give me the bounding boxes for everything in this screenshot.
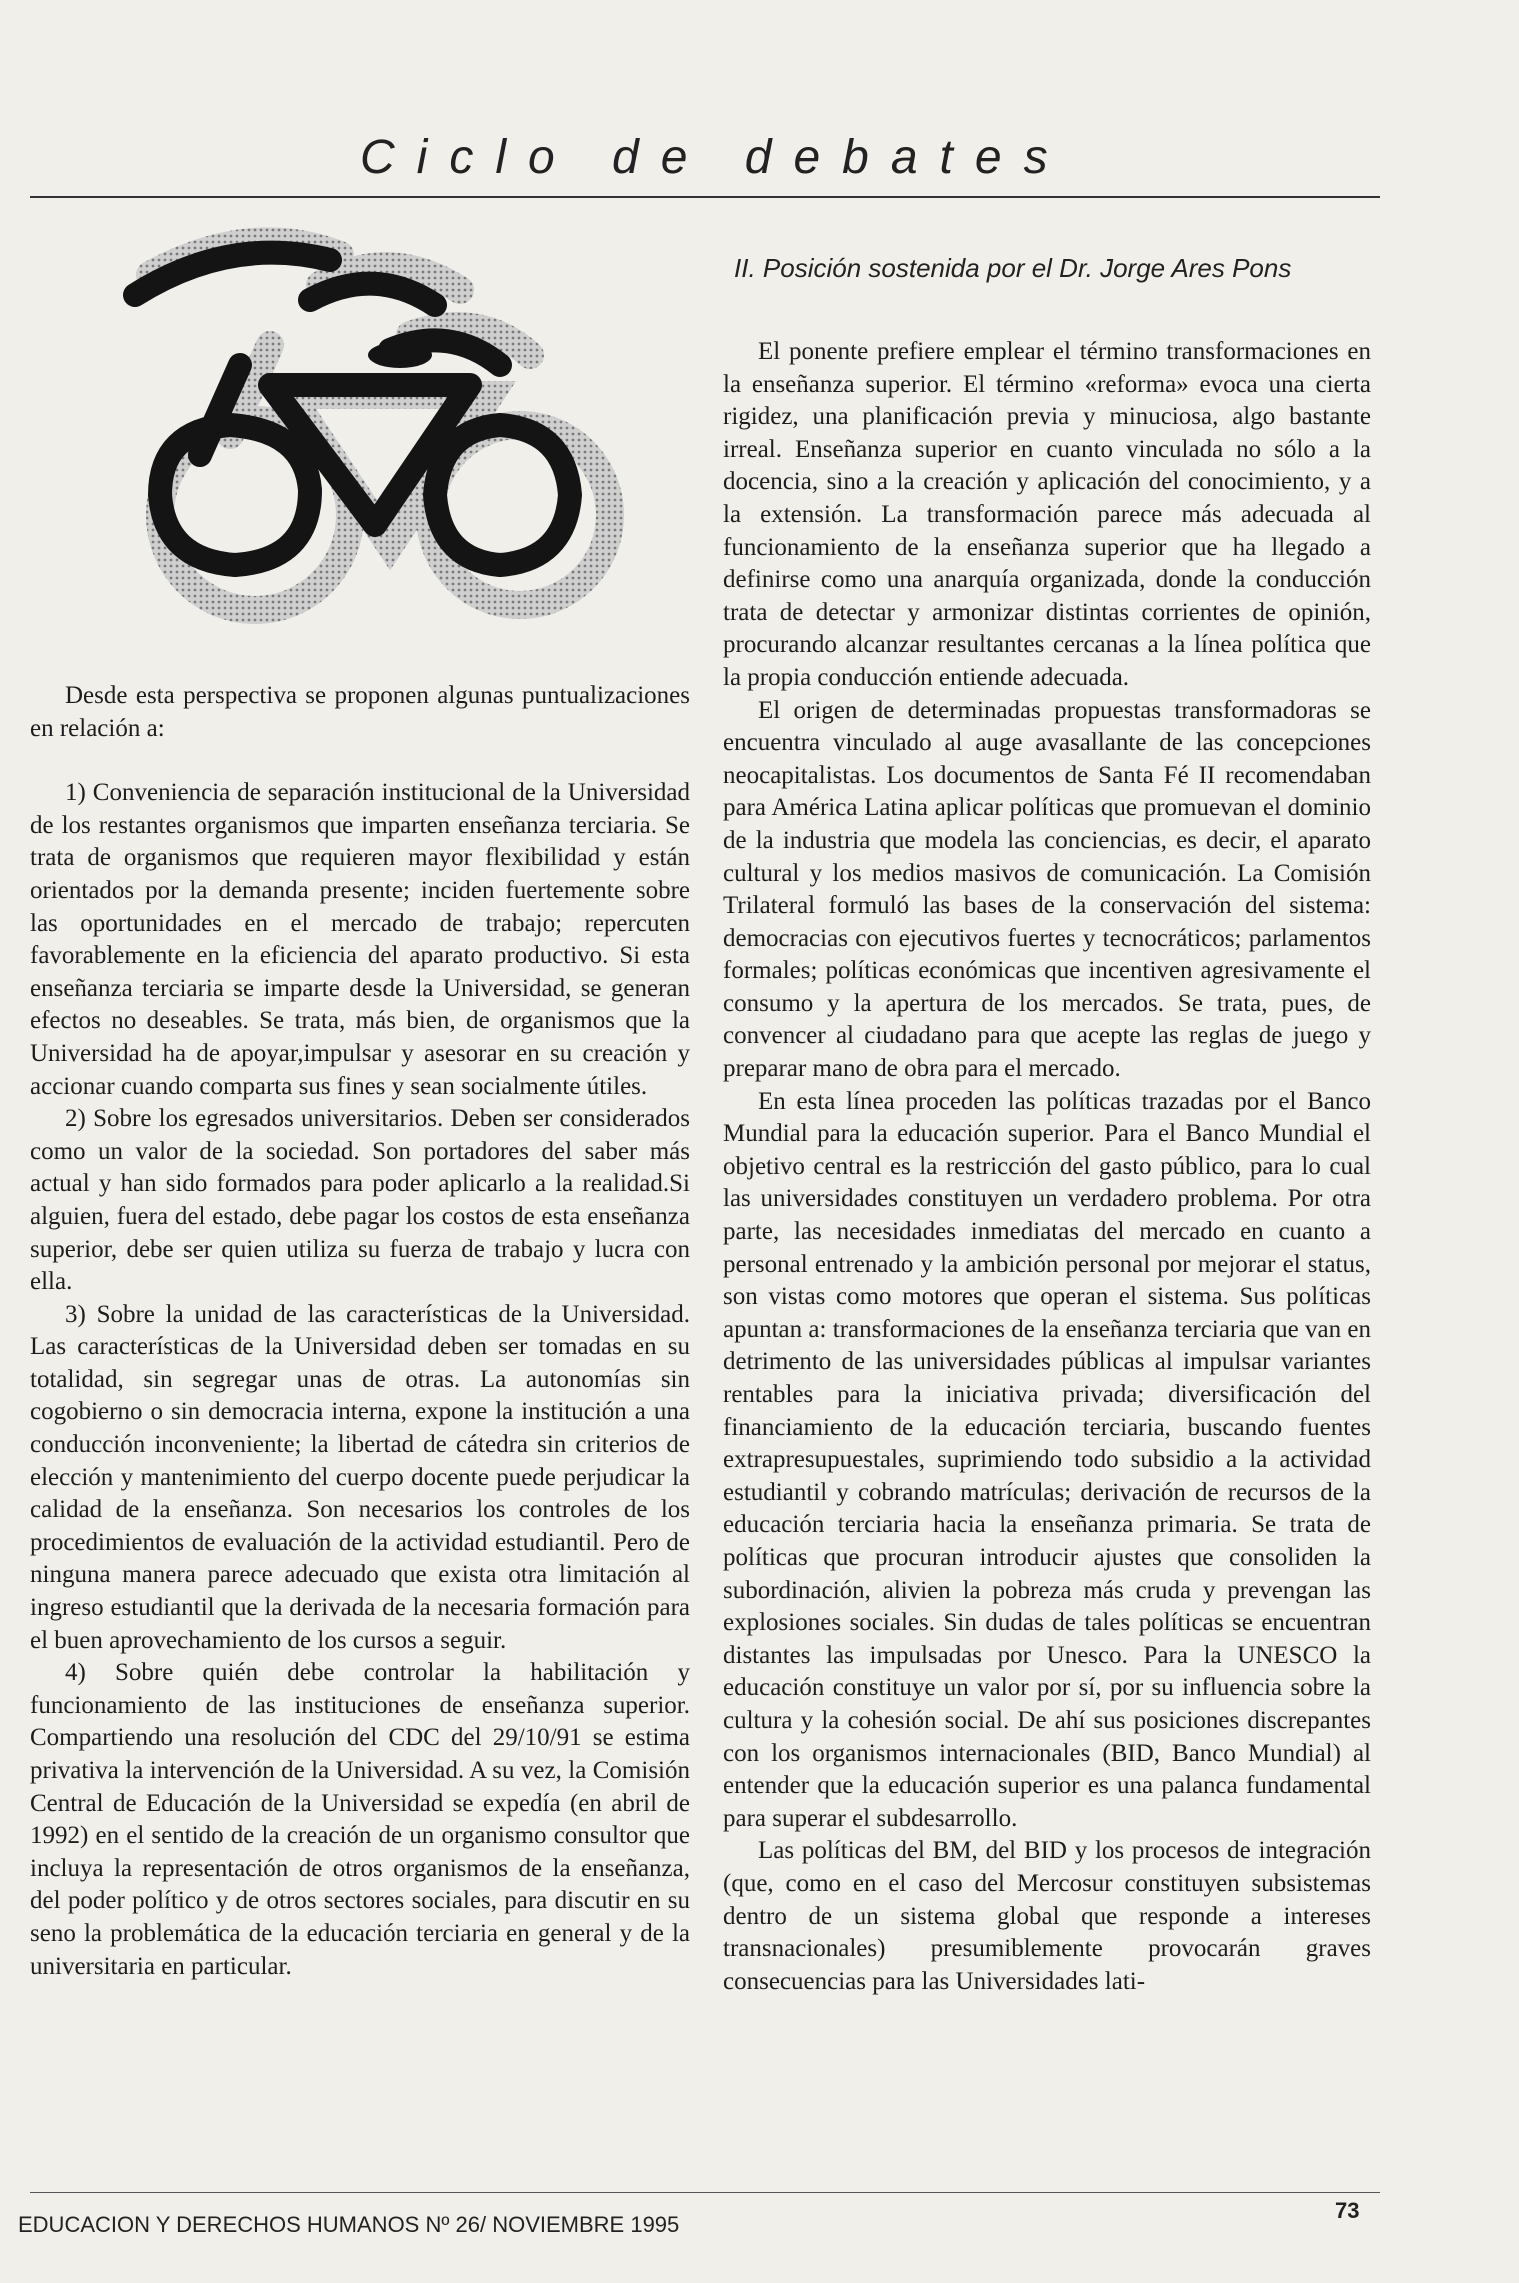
header-rule (30, 196, 1380, 198)
body-paragraph: 4) Sobre quién debe controlar la habilitación y funcionamiento de las instituciones de enseñanza superior. Compartiendo una resolución del CDC del 29/10/91 se estima privativa la intervención de la Universidad. A su vez, la Comisión Central de Educación de la Universidad se expedía (en abril de 1992) en el sentido de la creación de un organismo consultor que incluya la representación de otros organismos de la enseñanza, del poder político y de otros sectores sociales, para discutir en su seno la problemática de la educación terciaria en general y de la universitaria en particular. (30, 1659, 690, 1980)
body-paragraph: El ponente prefiere emplear el término transformaciones en la enseñanza superior. El término «reforma» evoca una cierta rigidez, una planificación previa y minuciosa, algo bastante irreal. Enseñanza superior en cuanto vinculada no sólo a la docencia, sino a la creación y aplicación del conocimiento, y a la extensión. La transformación parece más adecuada al funcionamiento de la enseñanza superior que ha llegado a definirse como una anarquía organizada, donde la conducción trata de detectar y armonizar distintas corrientes de opinión, procurando alcanzar resultantes cercanas a la línea política que la propia conducción entiende adecuada. (723, 338, 1371, 691)
footer-rule (30, 2192, 1380, 2193)
body-paragraph: 3) Sobre la unidad de las características de la Universidad. Las características de la Universidad deben ser tomadas en su totalidad, sin segregar unas de otras. La autonomías sin cogobierno o sin democracia interna, expone la institución a una conducción inconveniente; la libertad de cátedra sin criterios de elección y mantenimiento del cuerpo docente puede perjudicar la calidad de la enseñanza. Son necesarios los controles de los procedimientos de evaluación de la actividad estudiantil. Pero de ninguna manera parece adecuado que exista otra limitación al ingreso estudiantil que la derivada de la necesaria formación para el buen aprovechamiento de los cursos a seguir. (30, 1300, 690, 1654)
body-paragraph: El origen de determinadas propuestas transformadoras se encuentra vinculado al auge avasallante de las concepciones neocapitalistas. Los documentos de Santa Fé II recomendaban para América Latina aplicar políticas que promuevan el dominio de la industria que modela las conciencias, es decir, el aparato cultural y los medios masivos de comunicación. La Comisión Trilateral formuló las bases de la conservación del sistema: democracias con ejecutivos fuertes y tecnocráticos; parlamentos formales; políticas económicas que incentiven agresivamente el consumo y la apertura de los mercados. Se trata, pues, de convencer al ciudadano para que acepte las reglas de juego y preparar mano de obra para el mercado. (723, 696, 1371, 1083)
cyclist-illustration (90, 215, 670, 645)
cyclist-head (368, 342, 432, 368)
section-heading: II. Posición sostenida por el Dr. Jorge Ares Pons (734, 253, 1292, 283)
footer-publication: EDUCACION Y DERECHOS HUMANOS Nº 26/ NOVIEMBRE 1995 (18, 2212, 680, 2237)
page-number: 73 (1335, 2198, 1360, 2223)
header-title: Ciclo de debates (360, 131, 1070, 184)
body-paragraph: En esta línea proceden las políticas trazadas por el Banco Mundial para la educación superior. Para el Banco Mundial el objetivo central es la restricción del gasto público, para lo cual las universidades constituyen un verdadero problema. Por otra parte, las necesidades inmediatas del mercado en cuanto a personal entrenado y la ambición personal por mejorar el status, son vistas como motores que operan el sistema. Sus políticas apuntan a: transformaciones de la enseñanza terciaria que van en detrimento de las universidades públicas al impulsar variantes rentables para la iniciativa privada; diversificación del financiamiento de la educación terciaria, buscando fuentes extrapresupuestales, suprimiendo todo subsidio a la actividad estudiantil y cobrando matrículas; derivación de recursos de la educación terciaria hacia la enseñanza primaria. Se trata de políticas que procuran introducir ajustes que consoliden la subordinación, alivien la pobreza más cruda y prevengan las explosiones sociales. Sin dudas de tales políticas se encuentran distantes las impulsadas por Unesco. Para la UNESCO la educación constituye un valor por sí, por su influencia sobre la cultura y la cohesión social. De ahí sus posiciones discrepantes con los organismos internacionales (BID, Banco Mundial) al entender que la educación superior es una palanca fundamental para superar el subdesarrollo. (723, 1087, 1371, 1832)
left-column (30, 680, 690, 1983)
body-paragraph: 1) Conveniencia de separación institucional de la Universidad de los restantes organismos que imparten enseñanza terciaria. Se trata de organismos que requieren mayor flexibilidad y están orientados por la demanda presente; inciden fuertemente sobre las oportunidades en el mercado de trabajo; repercuten favorablemente en la eficiencia del aparato productivo. Si esta enseñanza terciaria se imparte desde la Universidad, se generan efectos no deseables. Se trata, más bien, de organismos que la Universidad ha de apoyar,impulsar y asesorar en su creación y accionar cuando comparta sus fines y sean socialmente útiles. (30, 779, 690, 1100)
body-paragraph: Las políticas del BM, del BID y los procesos de integración (que, como en el caso del Mercosur constituyen subsistemas dentro de un sistema global que responde a intereses transnacionales) presumiblemente provocarán graves consecuencias para las Universidades lati- (723, 1837, 1371, 1995)
right-column (723, 336, 1371, 1998)
intro-paragraph: Desde esta perspectiva se proponen algunas puntualizaciones en relación a: (30, 682, 690, 742)
body-paragraph: 2) Sobre los egresados universitarios. Deben ser considerados como un valor de la sociedad. Son portadores del saber más actual y han sido formados para poder aplicarlo a la realidad.Si alguien, fuera del estado, debe pagar los costos de esta enseñanza superior, debe ser quien utiliza su fuerza de trabajo y lucra con ella. (30, 1105, 690, 1296)
